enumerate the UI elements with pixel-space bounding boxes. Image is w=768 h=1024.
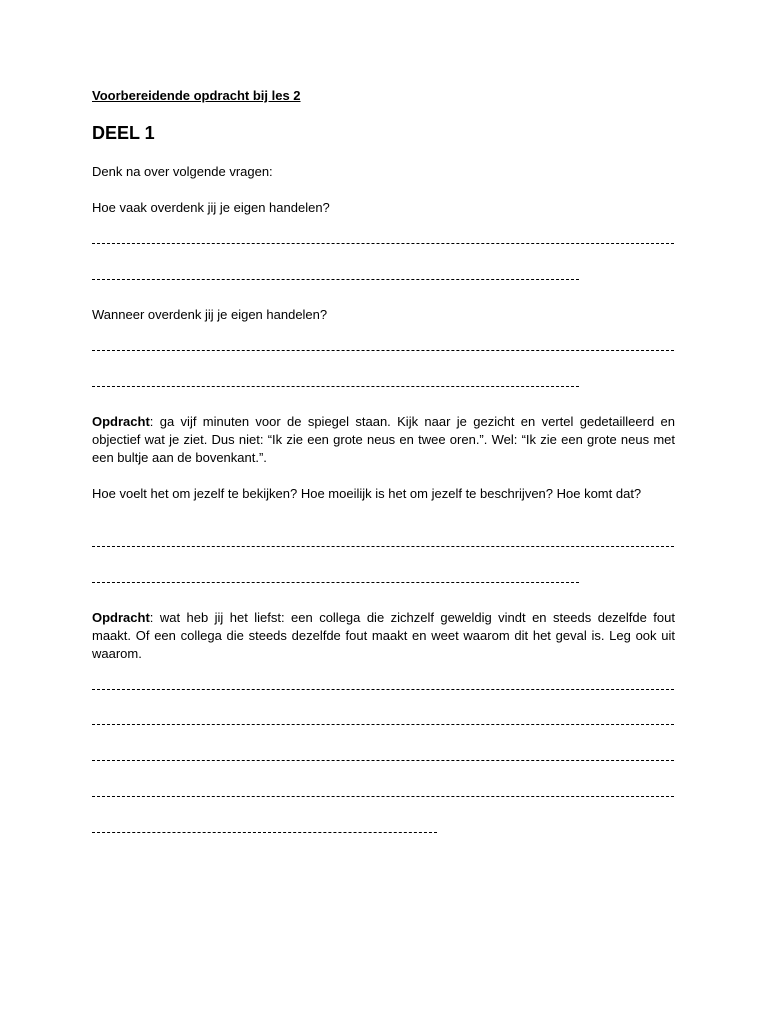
answer-line-q1-1 [92,243,674,244]
answer-line-q2-1 [92,350,674,351]
task-2-label: Opdracht [92,610,150,625]
question-2: Wanneer overdenk jij je eigen handelen? [92,307,328,322]
answer-line-q2-2 [92,386,579,387]
answer-line-t2-5 [92,832,437,833]
answer-line-q3-2 [92,582,579,583]
task-1-paragraph [92,413,675,467]
answer-line-t2-4 [92,796,674,797]
document-title: Voorbereidende opdracht bij les 2 [92,88,301,103]
section-heading: DEEL 1 [92,123,155,143]
task-2-paragraph [92,609,675,663]
answer-line-t2-3 [92,760,674,761]
answer-line-t2-1 [92,689,674,690]
answer-line-q3-1 [92,546,674,547]
task-1-label: Opdracht [92,414,150,429]
task-1-text: : ga vijf minuten voor de spiegel staan. Kijk naar je gezicht en vertel gedetailleerd en objectief wat je ziet. Dus niet: “Ik zie een grote neus en twee oren.”. Wel: “Ik zie een grote neus met een bultje aan de bovenkant.”. [92,414,675,465]
question-3: Hoe voelt het om jezelf te bekijken? Hoe moeilijk is het om jezelf te beschrijven? Hoe komt dat? [92,486,642,501]
intro-text: Denk na over volgende vragen: [92,164,273,179]
answer-line-t2-2 [92,724,674,725]
question-1: Hoe vaak overdenk jij je eigen handelen? [92,200,330,215]
task-2-text: : wat heb jij het liefst: een collega die zichzelf geweldig vindt en steeds dezelfde fout maakt. Of een collega die steeds dezelfde fout maakt en weet waarom dit het geval is. Leg ook uit waarom. [92,610,675,661]
answer-line-q1-2 [92,279,579,280]
